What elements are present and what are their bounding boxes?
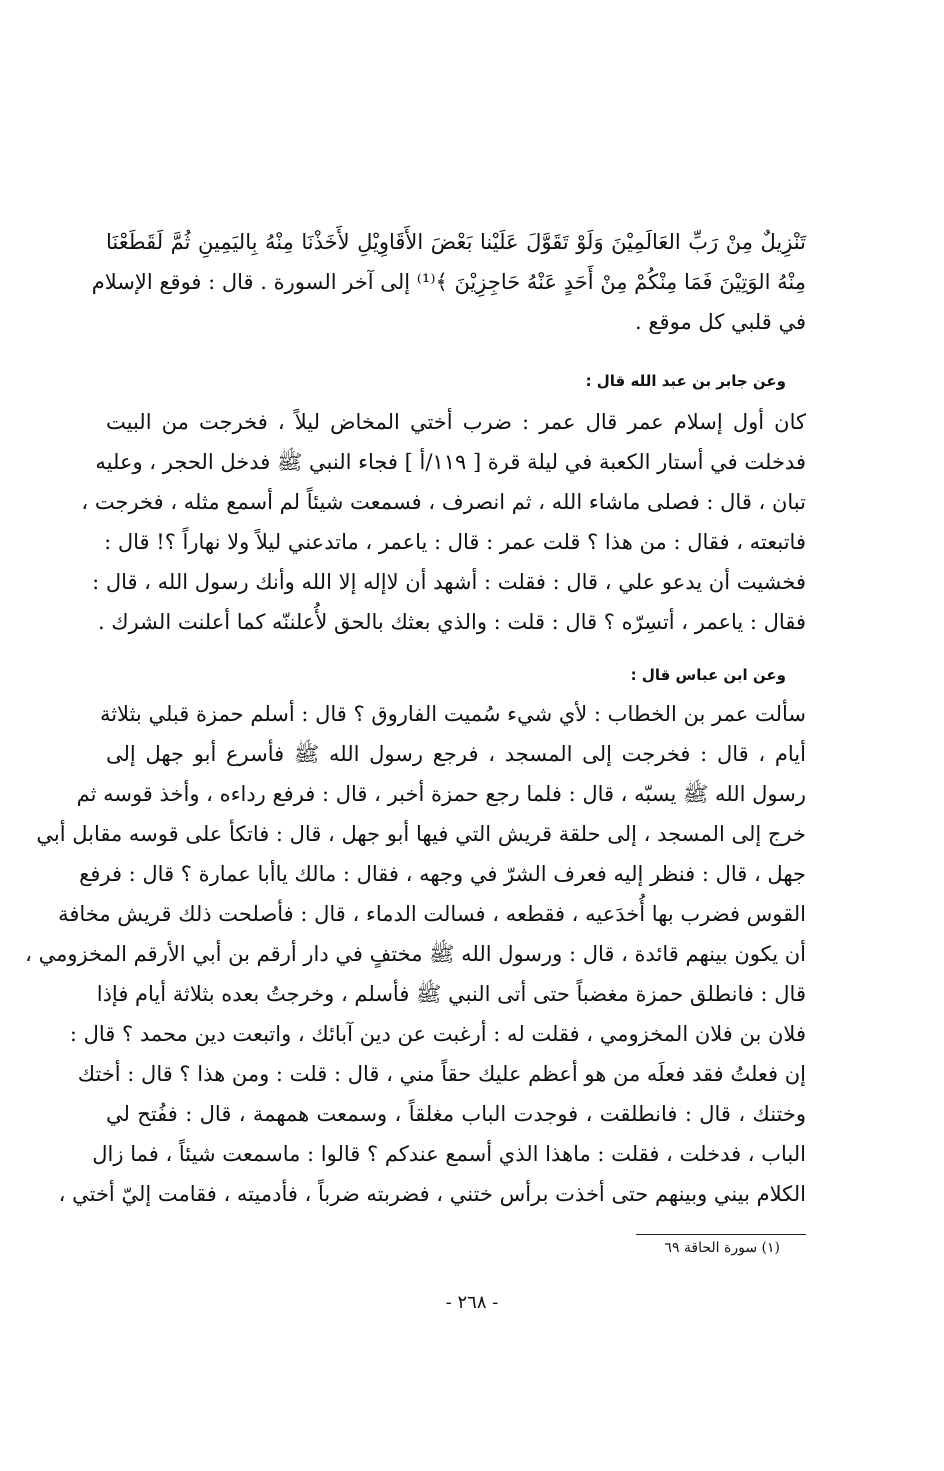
text-line: الكلام بيني وبينهم حتى أخذت برأس ختني ، فضربته ضرباً ، فأدميته ، فقامت إليّ أختي ، xyxy=(58,1182,806,1206)
text-line: فدخلت في أستار الكعبة في ليلة قرة [ ١١٩/أ ] فجاء النبي ﷺ فدخل الحجر ، وعليه xyxy=(95,450,806,474)
text-line: أيام ، قال : فخرجت إلى المسجد ، فرجع رسول الله ﷺ فأسرع أبو جهل إلى xyxy=(106,742,806,766)
text-line: فلان بن فلان المخزومي ، فقلت له : أرغبت عن دين آبائك ، واتبعت دين محمد ؟ قال : xyxy=(69,1022,806,1046)
text-line: في قلبي كل موقع . xyxy=(635,310,806,334)
text-line: تبان ، قال : فصلى ماشاء الله ، ثم انصرف ، فسمعت شيئاً لم أسمع مثله ، فخرجت ، xyxy=(81,490,806,514)
page-number: - ٢٦٨ - xyxy=(445,1292,499,1313)
footnote-divider xyxy=(636,1234,806,1235)
section-heading-ibn-abbas: وعن ابن عباس قال : xyxy=(630,666,786,684)
text-line: رسول الله ﷺ يسبّه ، قال : فلما رجع حمزة أخبر ، قال : فرفع رداءه ، وأخذ قوسه ثم xyxy=(76,782,806,806)
section-heading-jabir: وعن جابر بن عبد الله قال : xyxy=(585,372,786,390)
text-line: أن يكون بينهم قائدة ، قال : ورسول الله ﷺ مختفٍ في دار أرقم بن أبي الأرقم المخزومي ، xyxy=(25,942,806,966)
text-line: وختنك ، قال : فانطلقت ، فوجدت الباب مغلقاً ، وسمعت همهمة ، قال : ففُتح لي xyxy=(106,1102,806,1126)
text-line: فاتبعته ، فقال : من هذا ؟ قلت عمر : قال : ياعمر ، ماتدعني ليلاً ولا نهاراً ؟! قال : xyxy=(104,530,806,554)
section-body-ibn-abbas xyxy=(25,694,806,1214)
text-line: إن فعلتُ فقد فعلَه من هو أعظم عليك حقاً مني ، قال : قلت : ومن هذا ؟ قال : أختك xyxy=(77,1062,806,1086)
text-line: القوس فضرب بها أُخدَعيه ، فقطعه ، فسالت الدماء ، قال : فأصلحت ذلك قريش مخافة xyxy=(58,902,806,926)
quran-passage xyxy=(91,222,806,342)
section-body-jabir xyxy=(81,402,806,642)
text-line: فقال : ياعمر ، أتسِرّه ؟ قال : قلت : والذي بعثك بالحق لأُعلننّه كما أعلنت الشرك . xyxy=(97,610,806,634)
text-line: تَنْزِيلٌ مِنْ رَبِّ العَالَمِيْنَ وَلَوْ تَقَوَّلَ عَلَيْنا بَعْضَ الأَقَاوِيْلِ لأَخَذْنَا مِنْهُ بِاليَمِينِ ثُمَّ لَقَطَعْنَا xyxy=(106,230,806,254)
text-line: فخشيت أن يدعو علي ، قال : فقلت : أشهد أن لاإله إلا الله وأنك رسول الله ، قال : xyxy=(92,570,806,594)
text-line: قال : فانطلق حمزة مغضباً حتى أتى النبي ﷺ فأسلم ، وخرجتُ بعده بثلاثة أيام فإذا xyxy=(96,982,806,1006)
text-line: جهل ، قال : فنظر إليه فعرف الشرّ في وجهه ، فقال : مالك ياأبا عمارة ؟ قال : فرفع xyxy=(79,862,806,886)
text-line: خرج إلى المسجد ، إلى حلقة قريش التي فيها أبو جهل ، قال : فاتكأ على قوسه مقابل أبي xyxy=(36,822,806,846)
text-line: الباب ، فدخلت ، فقلت : ماهذا الذي أسمع عندكم ؟ قالوا : ماسمعت شيئاً ، فما زال xyxy=(92,1142,806,1166)
text-line: كان أول إسلام عمر قال عمر : ضرب أختي المخاض ليلاً ، فخرجت من البيت xyxy=(106,410,806,434)
footnote: (١) سورة الحاقة ٦٩ xyxy=(664,1240,780,1256)
text-line: مِنْهُ الوَتِيْنَ فَمَا مِنْكُمْ مِنْ أَحَدٍ عَنْهُ حَاجِزِيْنَ ﴾⁽¹⁾ إلى آخر السورة . قال : فوقع الإسلام xyxy=(91,270,806,294)
text-line: سألت عمر بن الخطاب : لأي شيء سُميت الفاروق ؟ قال : أسلم حمزة قبلي بثلاثة xyxy=(99,702,806,726)
